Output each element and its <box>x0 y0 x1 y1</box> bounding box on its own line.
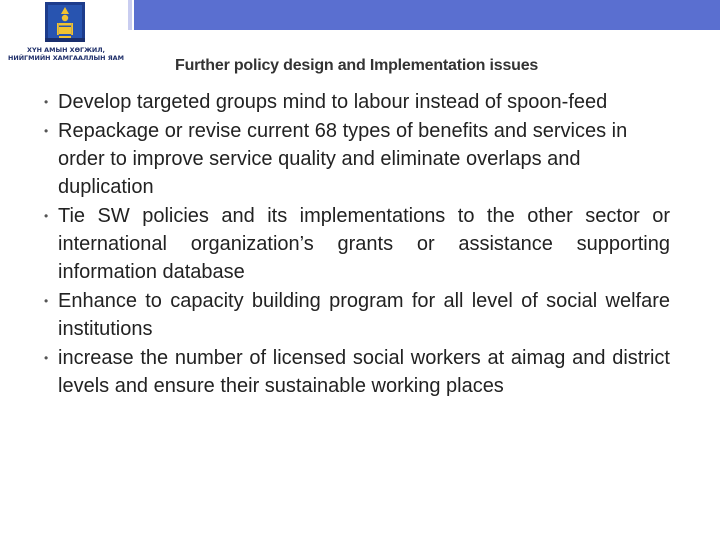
header-accent-stripe <box>128 0 132 30</box>
header-accent-bar <box>134 0 720 30</box>
soyombo-emblem-icon <box>40 2 90 42</box>
bullet-dot-icon: • <box>44 124 49 138</box>
bullet-text: Repackage or revise current 68 types of benefits and services in order to improve service quality and eliminate overlaps and duplication <box>58 120 628 198</box>
organization-name-line-1: ХҮН АМЫН ХӨГЖИЛ, <box>27 46 105 54</box>
bullet-item <box>44 117 670 201</box>
bullet-text: increase the number of licensed social workers at aimag and district levels and ensure their sustainable working places <box>58 347 670 397</box>
bullet-dot-icon: • <box>44 209 49 223</box>
bullet-list <box>44 88 670 401</box>
bullet-text: Enhance to capacity building program for all level of social welfare institutions <box>58 290 670 340</box>
bullet-text: Tie SW policies and its implementations to the other sector or international organization’s grants or assistance supporting information database <box>58 205 670 283</box>
bullet-dot-icon: • <box>44 351 49 365</box>
bullet-dot-icon: • <box>44 294 49 308</box>
organization-name-line-2: НИЙГМИЙН ХАМГААЛЛЫН ЯАМ <box>8 54 124 62</box>
bullet-item <box>44 88 670 116</box>
bullet-dot-icon: • <box>44 95 49 109</box>
bullet-item <box>44 287 670 343</box>
organization-name <box>0 46 132 62</box>
bullet-text: Develop targeted groups mind to labour instead of spoon-feed <box>58 91 608 113</box>
bullet-item <box>44 202 670 286</box>
slide-title: Further policy design and Implementation issues <box>175 57 539 74</box>
bullet-item <box>44 344 670 400</box>
